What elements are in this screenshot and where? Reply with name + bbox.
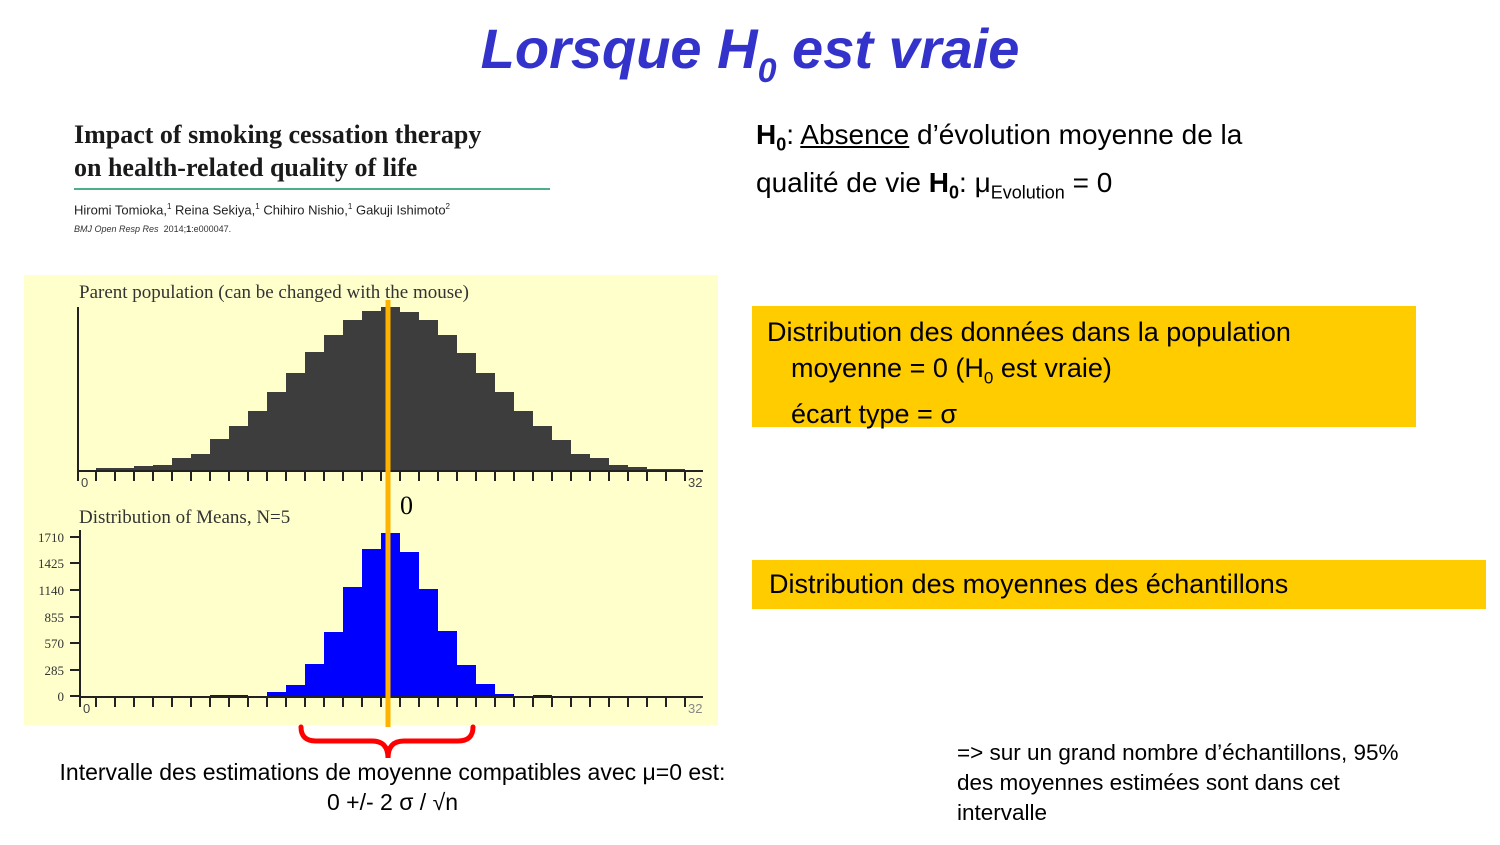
parent-chart-title: Parent population (can be changed with the mouse): [79, 282, 469, 303]
mean-zero-label: 0: [400, 491, 413, 520]
parent-x-max-label: 32: [688, 475, 703, 490]
svg-text:0: 0: [57, 689, 64, 704]
slide-title: Lorsque $H_0$ est vraie: [480, 17, 1020, 90]
svg-text:1425: 1425: [38, 556, 64, 571]
hypothesis-statement: $H_0$: Absence d’évolution moyenne de la qualité de vie $H_0$: $\mu_{Evolution} = 0$: [756, 119, 1243, 203]
conclusion-text: => sur un grand nombre d’échantillons, 95% des moyennes estimées sont dans cet intervalle: [957, 740, 1399, 825]
means-x-min-label: 0: [83, 701, 91, 716]
paper-citation: BMJ Open Resp Res 2014;1:e000047.: [74, 224, 232, 234]
means-chart-title: Distribution of Means, N=5: [79, 507, 291, 528]
means-x-max-label: 32: [688, 701, 703, 716]
paper-title: Impact of smoking cessation therapy on health-related quality of life: [74, 120, 482, 182]
parent-x-min-label: 0: [81, 475, 89, 490]
interval-brace-icon: [301, 727, 473, 758]
means-distribution-callout: Distribution des moyennes des échantillons: [752, 560, 1486, 609]
population-distribution-callout: Distribution des données dans la population moyenne = 0 ($H_0$ est vraie) écart type = σ: [752, 306, 1416, 427]
svg-text:855: 855: [44, 610, 64, 625]
svg-text:285: 285: [44, 663, 64, 678]
paper-authors: Hiromi Tomioka,$^1$ Reina Sekiya,$^1$ Chihiro Nishio,$^1$ Gakuji Ishimoto$^2$: [74, 202, 450, 218]
svg-text:570: 570: [44, 636, 64, 651]
svg-text:1140: 1140: [38, 583, 64, 598]
svg-text:1710: 1710: [38, 530, 64, 545]
interval-explanation: Intervalle des estimations de moyenne compatibles avec μ=0 est: 0 +/- 2 σ / √n: [59, 759, 726, 815]
